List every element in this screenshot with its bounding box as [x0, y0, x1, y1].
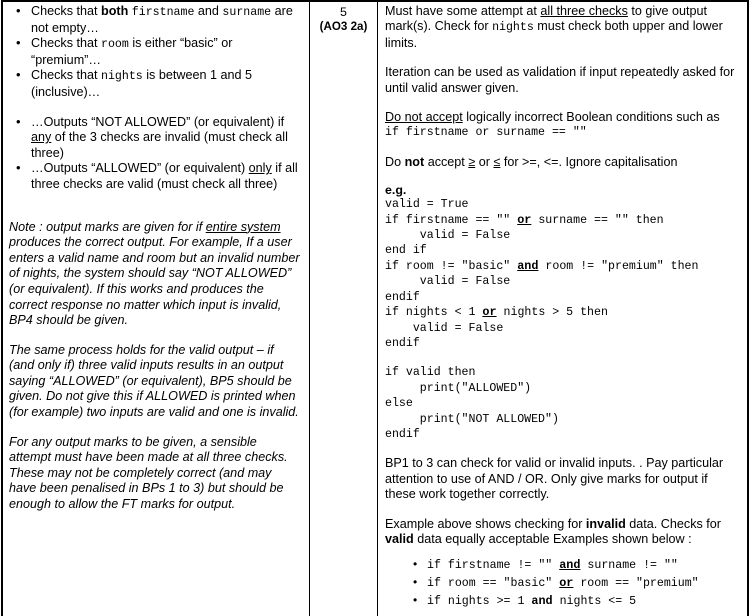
code-example-valid-check-names: [427, 557, 741, 575]
text-run: Note : output marks are given for if: [9, 219, 206, 234]
code-output-example: [385, 365, 741, 442]
code-term: room != "premium" then: [538, 259, 699, 273]
text-run: Checks that: [31, 4, 101, 18]
code-term: surname: [222, 6, 272, 19]
text-run: if all three checks are valid (must check all three): [31, 161, 298, 191]
note-entire-system: [9, 220, 301, 329]
code-term: if valid then: [385, 366, 476, 380]
code-operator: and: [559, 558, 581, 573]
code-term: valid = False: [385, 275, 511, 289]
code-term: room == "premium": [573, 576, 699, 590]
emphasis-underline: Do not accept: [385, 110, 463, 125]
code-line: [385, 305, 608, 319]
code-operator: and: [531, 593, 553, 608]
text-run: …Outputs “ALLOWED” (or equivalent): [31, 161, 249, 176]
code-operator: or: [559, 575, 574, 590]
code-term: valid = True: [385, 198, 469, 212]
note-sensible-attempt: [9, 435, 301, 513]
text-run: Must have some attempt at: [385, 4, 541, 18]
emphasis-underline: all three checks: [540, 4, 628, 18]
code-term: if firstname != "": [427, 559, 560, 573]
text-run: to give output mark(s). Check for: [385, 4, 708, 34]
emphasis-bold: not: [404, 154, 425, 169]
emphasis-bold: invalid: [585, 516, 626, 531]
text-run: Checks that: [31, 68, 101, 83]
code-term: print("NOT ALLOWED"): [385, 412, 559, 426]
code-term: valid = False: [385, 229, 511, 243]
text-run: are not empty…: [31, 4, 293, 35]
code-term: if nights >= 1: [427, 594, 532, 608]
criteria-item-check-names: [31, 4, 301, 36]
code-term: if nights < 1: [385, 306, 483, 320]
code-line: [385, 213, 664, 227]
guidance-three-checks: [385, 4, 741, 51]
guidance-bp1-to-3: [385, 456, 741, 502]
guidance-blocks: [385, 4, 741, 547]
code-line: [385, 243, 427, 257]
code-operator: or: [482, 305, 497, 320]
examiner-notes: [9, 220, 301, 513]
guidance-column: [3, 2, 310, 616]
code-operator: or: [517, 212, 532, 227]
code-term: else: [385, 397, 413, 411]
criteria-item-output-allowed: [31, 161, 301, 192]
text-run: for >=, <=. Ignore capitalisation: [500, 154, 678, 169]
code-term: end if: [385, 244, 427, 258]
text-run: must check both upper and lower limits.: [385, 19, 723, 50]
code-term: endif: [385, 427, 420, 441]
emphasis-underline: entire system: [205, 219, 281, 234]
code-operator: and: [517, 258, 539, 273]
criteria-item-output-not-allowed: [31, 115, 301, 162]
code-line: [385, 396, 413, 410]
text-run: is either “basic” or “premium”…: [31, 36, 233, 67]
examiner-guidance-column: [378, 2, 747, 616]
assessment-objective-label: (AO3 2a): [319, 20, 368, 33]
code-validation-example: [385, 197, 741, 351]
code-line: [385, 381, 531, 395]
code-term: nights <= 5: [552, 594, 637, 608]
marks-value: 5: [340, 5, 347, 19]
text-run: produces the correct output. For example, If a user enters a valid name and room but an invalid number of nights, the system should say “NOT ALLOWED” (or equivalent). If this works and produces the correct response no matter which input is invalid, BP4 should be given.: [9, 235, 300, 328]
code-line: [385, 125, 587, 139]
text-run: Do: [385, 154, 405, 169]
emphasis-bold: valid: [385, 531, 414, 546]
text-run: of the 3 checks are invalid (must check all three): [31, 130, 288, 160]
text-run: …Outputs “NOT ALLOWED” (or equivalent) if: [31, 114, 285, 129]
mark-scheme-table: [1, 0, 749, 616]
guidance-do-not-accept: [385, 110, 741, 125]
guidance-operators: [385, 155, 741, 170]
criteria-item-check-nights: [31, 68, 301, 100]
code-line: [385, 427, 420, 441]
emphasis-bold: both: [101, 4, 129, 18]
emphasis-underline: any: [31, 130, 52, 145]
code-term: if firstname == "": [385, 213, 518, 227]
code-line: [385, 274, 510, 288]
code-term: valid = False: [385, 321, 504, 335]
code-term: if firstname or surname == "": [385, 126, 587, 140]
criteria-item-check-room: [31, 36, 301, 68]
guidance-valid-examples: [385, 517, 741, 548]
text-run: or: [475, 154, 494, 169]
code-line: [385, 321, 503, 335]
text-run: accept: [424, 154, 469, 169]
note-valid-output: [9, 343, 301, 421]
text-run: Iteration can be used as validation if input repeatedly asked for until valid answer given.: [385, 65, 735, 95]
code-term: nights > 5 then: [496, 306, 608, 320]
criteria-bullet-list: [9, 4, 301, 193]
text-run: logically incorrect Boolean conditions such as: [462, 110, 720, 125]
code-line: [385, 228, 510, 242]
text-run: data equally acceptable Examples shown below :: [413, 531, 692, 546]
code-line: [385, 290, 420, 304]
code-term: nights: [492, 21, 534, 35]
code-term: if room != "basic": [385, 259, 518, 273]
code-term: endif: [385, 290, 420, 304]
code-term: firstname: [131, 6, 195, 19]
marks-column: [310, 2, 378, 616]
code-line: [385, 197, 469, 211]
code-line: [385, 365, 475, 379]
code-term: if room == "basic": [427, 576, 560, 590]
code-term: nights: [101, 70, 143, 84]
text-run: BP1 to 3 can check for valid or invalid inputs. . Pay particular attention to use of AND / OR. Only give marks for output if these work together correctly.: [385, 456, 724, 502]
text-run: Example above shows checking for: [385, 516, 586, 531]
eg-label: e.g.: [385, 183, 407, 198]
text-run: data. Checks for: [625, 516, 721, 531]
code-term: surname != "": [580, 559, 678, 573]
text-run: For any output marks to be given, a sensible attempt must have been made at all three checks. These may not be completely correct (and may have been penalised in BPs 1 to 3) but should be enough to allow the FT marks for output.: [9, 434, 288, 512]
code-line: [385, 412, 559, 426]
emphasis-underline: ≤: [493, 154, 501, 169]
code-term: room: [101, 38, 129, 52]
text-run: and: [194, 4, 223, 18]
code-example-valid-check-nights: [427, 593, 741, 611]
guidance-iteration: [385, 65, 741, 96]
text-run: The same process holds for the valid output – if (and only if) three valid inputs results in an output saying “ALLOWED” (or equivalent), BP5 should be given. Do not give this if ALLOWED is printed when (for example) two inputs are valid and one is invalid.: [9, 342, 299, 420]
code-incorrect-condition: [385, 125, 741, 140]
code-term: print("ALLOWED"): [385, 381, 532, 395]
code-term: surname == "" then: [531, 213, 664, 227]
code-example-valid-check-room: [427, 575, 741, 593]
emphasis-underline: ≥: [468, 154, 476, 169]
code-line: [385, 336, 420, 350]
valid-check-examples-list: [385, 557, 741, 610]
emphasis-underline: only: [248, 161, 272, 176]
text-run: is between 1 and 5 (inclusive)…: [31, 68, 252, 99]
code-line: [385, 259, 698, 273]
text-run: Checks that: [31, 36, 101, 51]
code-term: endif: [385, 336, 420, 350]
